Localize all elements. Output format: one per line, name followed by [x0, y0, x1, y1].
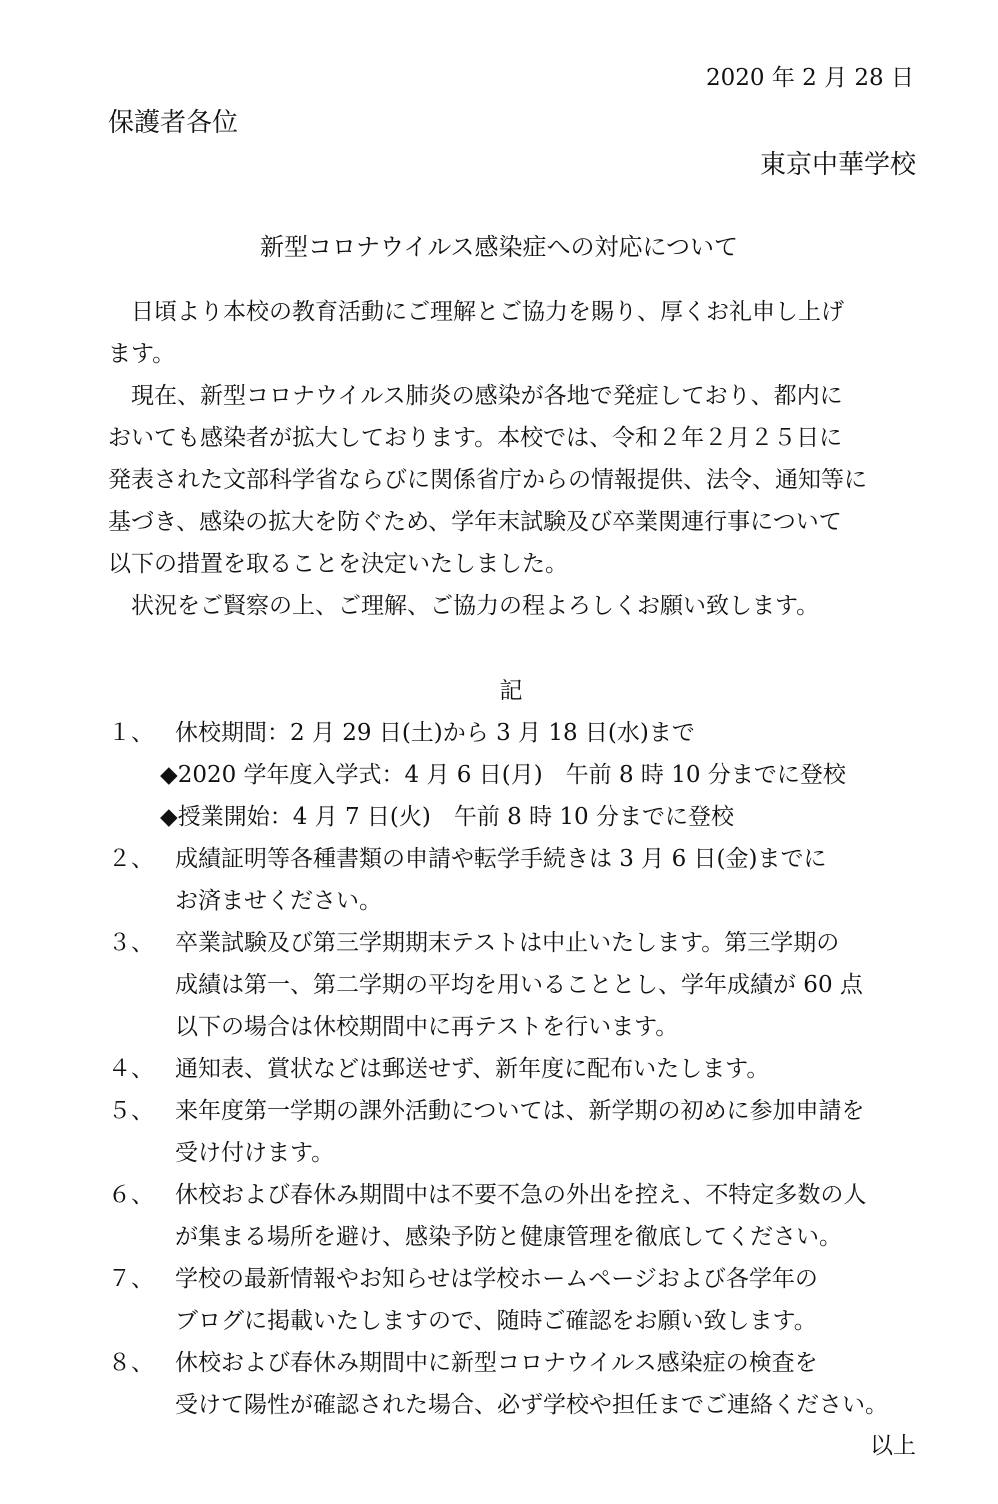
item-line: 休校および春休み期間中に新型コロナウイルス感染症の検査を: [175, 1350, 818, 1376]
item-line: 受けて陽性が確認された場合、必ず学校や担任までご連絡ください。: [175, 1392, 888, 1418]
item-number: ４、: [108, 1056, 154, 1082]
item-number: ６、: [108, 1182, 154, 1208]
item-line: 通知表、賞状などは郵送せず、新年度に配布いたします。: [175, 1056, 770, 1082]
body-line: 基づき、感染の拡大を防ぐため、学年末試験及び卒業関連行事について: [108, 509, 842, 535]
item-line: が集まる場所を避け、感染予防と健康管理を徹底してください。: [175, 1224, 842, 1250]
item-line: 卒業試験及び第三学期期末テストは中止いたします。第三学期の: [175, 930, 840, 956]
item-sub-line: ◆2020 学年度入学式：4 月 6 日(月) 午前 8 時 10 分までに登校: [160, 762, 846, 788]
item-line: 成績は第一、第二学期の平均を用いることとし、学年成績が 60 点: [175, 972, 863, 998]
item-sub-line: ◆授業開始：4 月 7 日(火) 午前 8 時 10 分までに登校: [160, 804, 734, 830]
body-line: おいても感染者が拡大しております。本校では、令和２年２月２５日に: [108, 425, 843, 451]
body-line: 日頃より本校の教育活動にご理解とご協力を賜り、厚くお礼申し上げ: [108, 299, 844, 325]
closing-mark: 以上: [870, 1433, 916, 1459]
item-line: 以下の場合は休校期間中に再テストを行います。: [175, 1014, 679, 1040]
ki-heading: 記: [499, 678, 523, 704]
sender-school: 東京中華学校: [759, 150, 916, 180]
item-number: ２、: [108, 846, 154, 872]
item-line: 休校および春休み期間中は不要不急の外出を控え、不特定多数の人: [175, 1182, 867, 1208]
body-line: 以下の措置を取ることを決定いたしました。: [108, 551, 568, 577]
document-title: 新型コロナウイルス感染症への対応について: [259, 233, 739, 261]
body-line: 発表された文部科学省ならびに関係省庁からの情報提供、法令、通知等に: [108, 467, 867, 493]
recipient: 保護者各位: [108, 108, 239, 138]
body-line: ます。: [108, 341, 176, 367]
item-line: 受け付けます。: [175, 1140, 335, 1166]
body-line: 現在、新型コロナウイルス肺炎の感染が各地で発症しており、都内に: [108, 383, 843, 409]
item-line: 休校期間：2 月 29 日(土)から 3 月 18 日(水)まで: [175, 720, 695, 746]
item-line: 成績証明等各種書類の申請や転学手続きは 3 月 6 日(金)までに: [175, 846, 827, 872]
item-line: お済ませください。: [175, 888, 382, 914]
item-number: ３、: [108, 930, 154, 956]
document-date: 2020 年 2 月 28 日: [706, 65, 914, 91]
item-line: ブログに掲載いたしますので、随時ご確認をお願い致します。: [175, 1308, 817, 1334]
item-number: ８、: [108, 1350, 154, 1376]
item-line: 学校の最新情報やお知らせは学校ホームページおよび各学年の: [175, 1266, 818, 1292]
item-line: 来年度第一学期の課外活動については、新学期の初めに参加申請を: [175, 1098, 865, 1124]
body-line: 状況をご賢察の上、ご理解、ご協力の程よろしくお願い致します。: [108, 593, 820, 619]
item-number: ５、: [108, 1098, 154, 1124]
item-number: ７、: [108, 1266, 154, 1292]
item-number: １、: [108, 720, 154, 746]
